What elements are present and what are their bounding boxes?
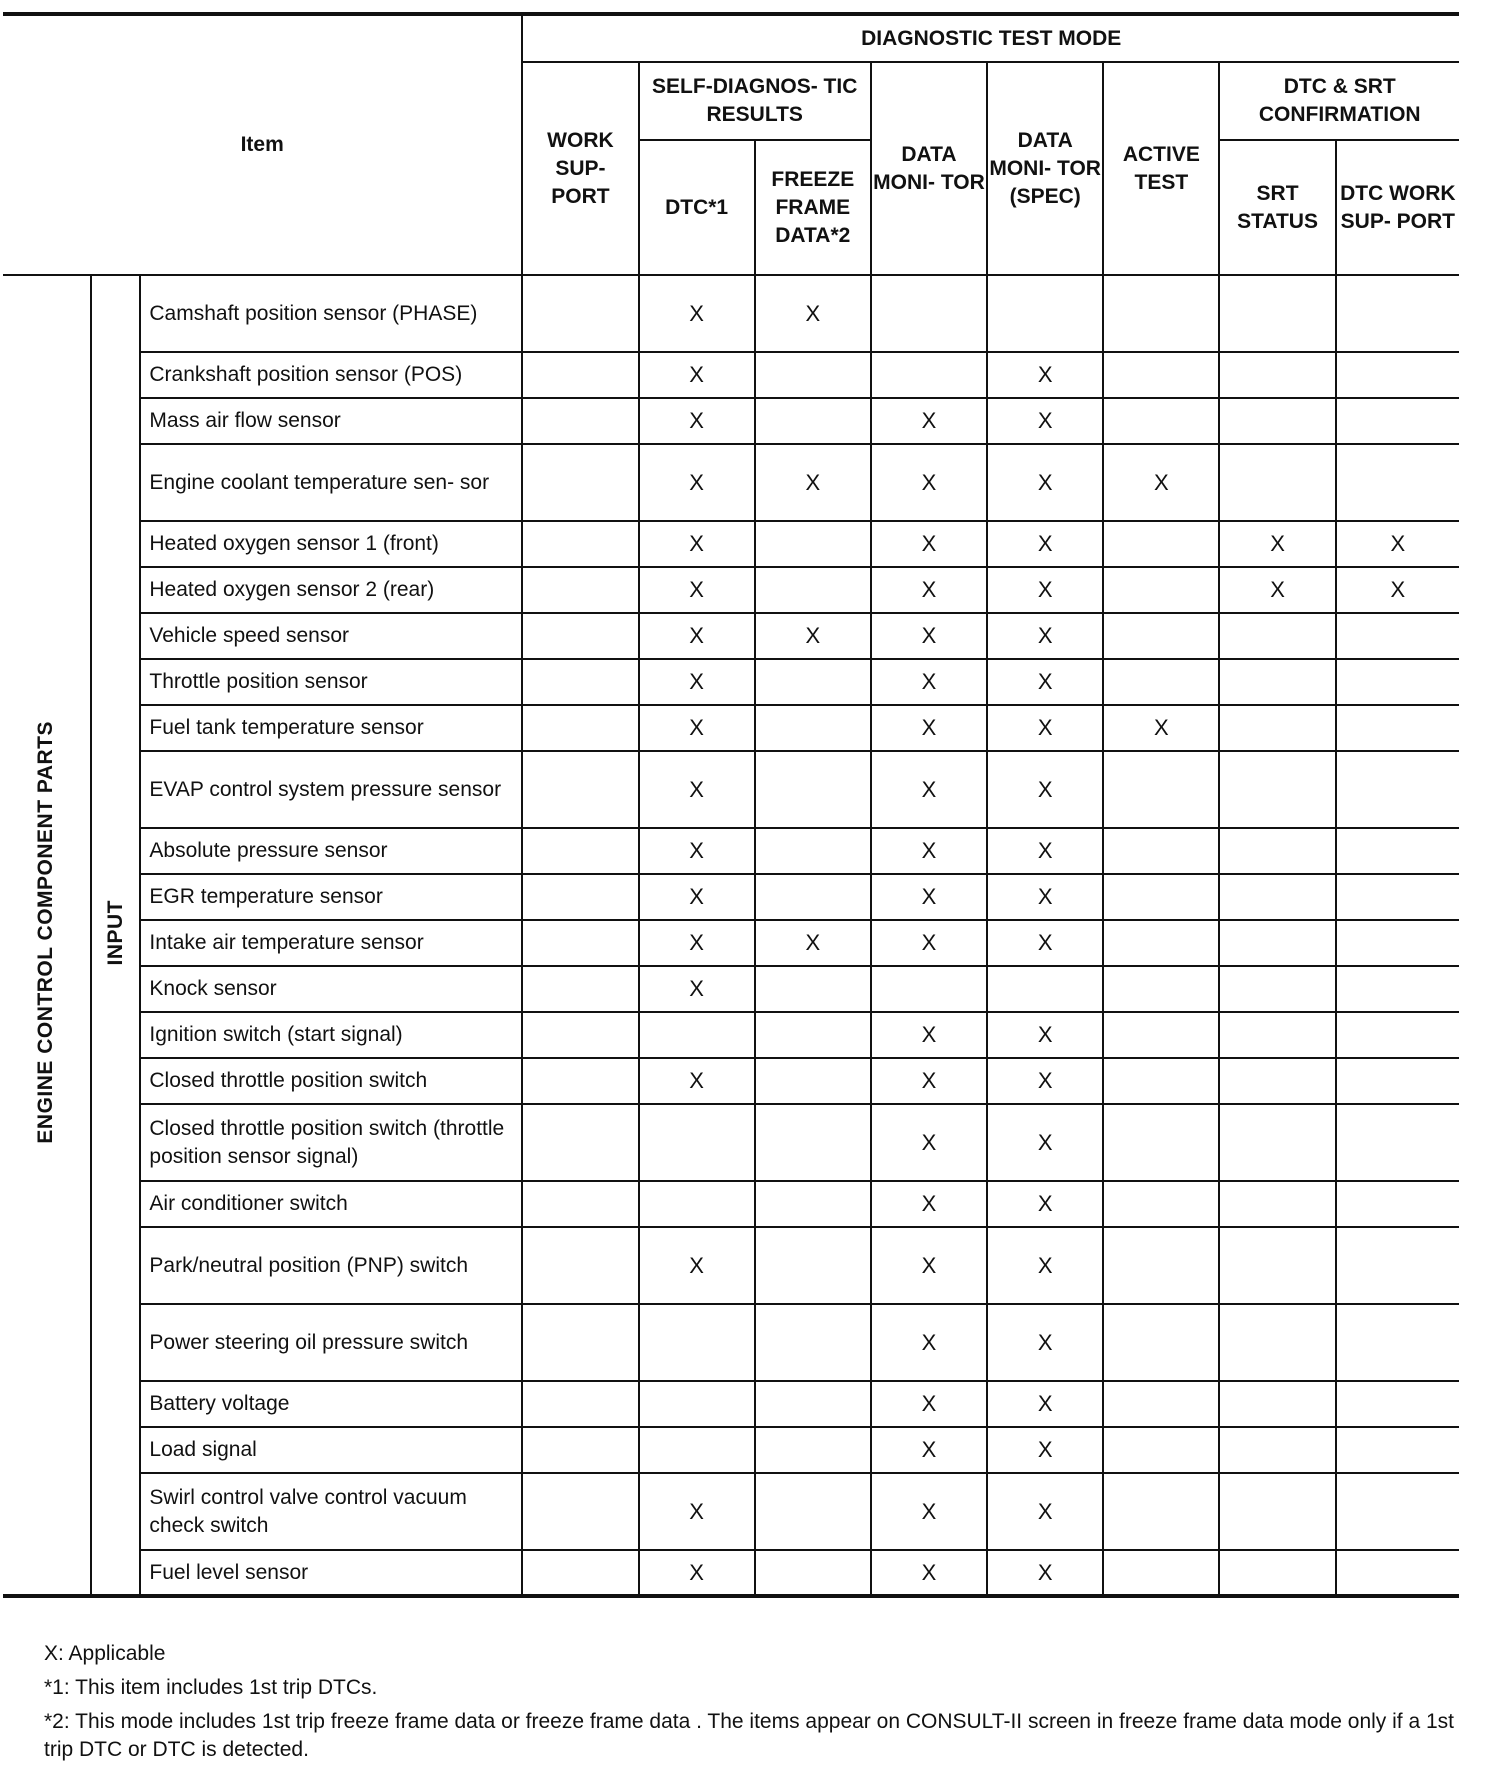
table-row	[3, 275, 1459, 352]
item-name-cell: Heated oxygen sensor 2 (rear)	[140, 567, 522, 613]
mode-cell: X	[755, 613, 871, 659]
table-row	[3, 966, 1459, 1012]
mode-cell	[522, 1427, 638, 1473]
mode-cell	[522, 1181, 638, 1227]
mode-cell	[1103, 1227, 1219, 1304]
group-label-engine-control-component-parts	[3, 275, 91, 1596]
mode-cell: X	[871, 874, 987, 920]
mode-cell: X	[755, 444, 871, 521]
item-name-cell: Knock sensor	[140, 966, 522, 1012]
mode-cell	[987, 966, 1103, 1012]
mode-cell	[1336, 1058, 1459, 1104]
mode-cell	[522, 1012, 638, 1058]
mode-cell	[639, 1012, 755, 1058]
mode-cell	[1103, 1473, 1219, 1550]
mode-cell	[1336, 1473, 1459, 1550]
mode-cell	[1336, 1550, 1459, 1596]
table-row	[3, 659, 1459, 705]
mode-cell	[1103, 920, 1219, 966]
table-row	[3, 828, 1459, 874]
mode-cell	[1219, 751, 1335, 828]
mode-cell	[1219, 1427, 1335, 1473]
mode-cell	[1103, 1012, 1219, 1058]
dtc-work-support-header: DTC WORK SUP- PORT	[1336, 140, 1459, 275]
mode-cell: X	[639, 1550, 755, 1596]
mode-cell: X	[987, 751, 1103, 828]
mode-cell: X	[871, 1104, 987, 1181]
mode-cell	[1103, 1104, 1219, 1181]
mode-cell	[755, 521, 871, 567]
mode-cell: X	[871, 1058, 987, 1104]
mode-cell	[755, 1381, 871, 1427]
footnote-2: *2: This mode includes 1st trip freeze frame data or freeze frame data . The items appear on CONSULT-II screen in freeze frame data mode only if a 1st trip DTC or DTC is detected.	[44, 1710, 1455, 1761]
diagnostic-test-mode-header: DIAGNOSTIC TEST MODE	[522, 14, 1459, 62]
mode-cell	[1103, 275, 1219, 352]
mode-cell	[522, 874, 638, 920]
mode-cell	[1219, 1473, 1335, 1550]
item-name-cell: EGR temperature sensor	[140, 874, 522, 920]
mode-cell	[1336, 1427, 1459, 1473]
mode-cell	[522, 444, 638, 521]
mode-cell	[639, 1104, 755, 1181]
item-name-cell: Load signal	[140, 1427, 522, 1473]
mode-cell: X	[871, 1227, 987, 1304]
mode-cell	[522, 1227, 638, 1304]
mode-cell	[522, 1104, 638, 1181]
data-monitor-header: DATA MONI- TOR	[871, 62, 987, 275]
mode-cell: X	[639, 613, 755, 659]
mode-cell: X	[871, 828, 987, 874]
table-row	[3, 521, 1459, 567]
mode-cell: X	[755, 275, 871, 352]
mode-cell	[1219, 874, 1335, 920]
mode-cell: X	[639, 275, 755, 352]
mode-cell	[755, 705, 871, 751]
mode-cell: X	[987, 828, 1103, 874]
mode-cell: X	[871, 1304, 987, 1381]
mode-cell	[1219, 1012, 1335, 1058]
mode-cell: X	[1336, 521, 1459, 567]
mode-cell	[522, 613, 638, 659]
mode-cell	[1219, 659, 1335, 705]
item-column-header: Item	[3, 14, 522, 275]
mode-cell	[1219, 1104, 1335, 1181]
table-row	[3, 1012, 1459, 1058]
mode-cell	[1219, 444, 1335, 521]
mode-cell	[1103, 966, 1219, 1012]
mode-cell: X	[871, 521, 987, 567]
mode-cell: X	[987, 1058, 1103, 1104]
self-diagnostic-results-header: SELF-DIAGNOS- TIC RESULTS	[639, 62, 871, 140]
item-name-cell: Mass air flow sensor	[140, 398, 522, 444]
mode-cell	[1336, 444, 1459, 521]
item-name-cell: Closed throttle position switch	[140, 1058, 522, 1104]
mode-cell: X	[987, 1181, 1103, 1227]
mode-cell	[755, 659, 871, 705]
table-row	[3, 705, 1459, 751]
mode-cell: X	[639, 705, 755, 751]
mode-cell	[522, 275, 638, 352]
mode-cell	[1336, 966, 1459, 1012]
mode-cell	[755, 1473, 871, 1550]
mode-cell	[755, 1427, 871, 1473]
mode-cell	[1219, 1381, 1335, 1427]
mode-cell	[1336, 920, 1459, 966]
mode-cell: X	[1103, 705, 1219, 751]
mode-cell: X	[871, 920, 987, 966]
mode-cell	[1219, 920, 1335, 966]
mode-cell: X	[987, 398, 1103, 444]
mode-cell	[1103, 1381, 1219, 1427]
mode-cell	[1219, 828, 1335, 874]
mode-cell	[1103, 874, 1219, 920]
item-name-cell: Intake air temperature sensor	[140, 920, 522, 966]
mode-cell: X	[871, 613, 987, 659]
mode-cell	[1219, 1227, 1335, 1304]
mode-cell: X	[871, 1427, 987, 1473]
mode-cell	[1336, 1104, 1459, 1181]
mode-cell	[1219, 1058, 1335, 1104]
group-label-text: ENGINE CONTROL COMPONENT PARTS	[34, 721, 58, 1144]
mode-cell: X	[871, 567, 987, 613]
mode-cell: X	[639, 1227, 755, 1304]
mode-cell: X	[871, 398, 987, 444]
mode-cell	[1336, 1381, 1459, 1427]
mode-cell	[1336, 1012, 1459, 1058]
mode-cell	[1336, 1181, 1459, 1227]
table-row	[3, 1381, 1459, 1427]
table-row	[3, 920, 1459, 966]
item-name-cell: Ignition switch (start signal)	[140, 1012, 522, 1058]
mode-cell: X	[987, 1550, 1103, 1596]
mode-cell	[522, 1058, 638, 1104]
table-row	[3, 444, 1459, 521]
mode-cell: X	[1219, 521, 1335, 567]
mode-cell	[1103, 613, 1219, 659]
mode-cell: X	[987, 352, 1103, 398]
mode-cell	[1336, 352, 1459, 398]
table-row	[3, 1181, 1459, 1227]
mode-cell	[871, 966, 987, 1012]
item-name-cell: Power steering oil pressure switch	[140, 1304, 522, 1381]
mode-cell	[1103, 828, 1219, 874]
mode-cell	[639, 1304, 755, 1381]
mode-cell: X	[987, 1473, 1103, 1550]
mode-cell	[639, 1181, 755, 1227]
mode-cell: X	[987, 1427, 1103, 1473]
mode-cell	[987, 275, 1103, 352]
mode-cell	[755, 1550, 871, 1596]
mode-cell: X	[987, 444, 1103, 521]
mode-cell: X	[987, 1012, 1103, 1058]
mode-cell	[755, 1304, 871, 1381]
mode-cell	[522, 567, 638, 613]
group-label-text: INPUT	[103, 899, 127, 966]
mode-cell: X	[987, 1304, 1103, 1381]
table-row	[3, 567, 1459, 613]
mode-cell: X	[871, 444, 987, 521]
mode-cell	[755, 1012, 871, 1058]
table-row	[3, 1304, 1459, 1381]
table-row	[3, 1550, 1459, 1596]
dtc-srt-confirmation-header: DTC & SRT CONFIRMATION	[1219, 62, 1459, 140]
mode-cell: X	[639, 920, 755, 966]
table-row	[3, 1104, 1459, 1181]
mode-cell	[1219, 705, 1335, 751]
mode-cell	[1103, 1304, 1219, 1381]
mode-cell: X	[639, 751, 755, 828]
mode-cell: X	[987, 1381, 1103, 1427]
footnote-1: *1: This item includes 1st trip DTCs.	[44, 1676, 378, 1699]
data-monitor-spec-header: DATA MONI- TOR (SPEC)	[987, 62, 1103, 275]
item-name-cell: Air conditioner switch	[140, 1181, 522, 1227]
mode-cell	[522, 659, 638, 705]
mode-cell	[1336, 1304, 1459, 1381]
mode-cell	[755, 751, 871, 828]
mode-cell	[755, 352, 871, 398]
mode-cell: X	[639, 1058, 755, 1104]
mode-cell: X	[639, 966, 755, 1012]
mode-cell	[1103, 567, 1219, 613]
mode-cell	[1103, 751, 1219, 828]
freeze-frame-header: FREEZE FRAME DATA*2	[755, 140, 871, 275]
mode-cell	[1336, 874, 1459, 920]
mode-cell: X	[871, 705, 987, 751]
mode-cell	[755, 1058, 871, 1104]
mode-cell	[1103, 659, 1219, 705]
item-name-cell: Swirl control valve control vacuum check switch	[140, 1473, 522, 1550]
item-name-cell: Heated oxygen sensor 1 (front)	[140, 521, 522, 567]
mode-cell: X	[987, 521, 1103, 567]
item-name-cell: Fuel tank temperature sensor	[140, 705, 522, 751]
mode-cell: X	[987, 874, 1103, 920]
item-name-cell: Closed throttle position switch (throttle position sensor signal)	[140, 1104, 522, 1181]
mode-cell: X	[987, 613, 1103, 659]
table-row	[3, 398, 1459, 444]
item-name-cell: Vehicle speed sensor	[140, 613, 522, 659]
mode-cell	[522, 751, 638, 828]
mode-cell: X	[639, 1473, 755, 1550]
mode-cell	[1103, 352, 1219, 398]
mode-cell	[1219, 1550, 1335, 1596]
mode-cell	[1336, 1227, 1459, 1304]
mode-cell: X	[1103, 444, 1219, 521]
mode-cell: X	[987, 705, 1103, 751]
mode-cell	[1336, 275, 1459, 352]
mode-cell	[522, 828, 638, 874]
mode-cell	[871, 352, 987, 398]
mode-cell: X	[871, 1473, 987, 1550]
mode-cell	[522, 1381, 638, 1427]
table-row	[3, 1473, 1459, 1550]
mode-cell	[1103, 1550, 1219, 1596]
mode-cell	[1103, 1427, 1219, 1473]
diagnostic-test-mode-table	[3, 12, 1459, 1598]
mode-cell: X	[987, 659, 1103, 705]
mode-cell	[871, 275, 987, 352]
mode-cell	[639, 1427, 755, 1473]
mode-cell	[755, 828, 871, 874]
mode-cell: X	[871, 751, 987, 828]
mode-cell: X	[871, 1381, 987, 1427]
mode-cell	[755, 567, 871, 613]
table-body	[3, 275, 1459, 1596]
mode-cell: X	[987, 567, 1103, 613]
table-row	[3, 1227, 1459, 1304]
table-row	[3, 613, 1459, 659]
mode-cell: X	[871, 1181, 987, 1227]
item-name-cell: EVAP control system pressure sensor	[140, 751, 522, 828]
mode-cell	[522, 1473, 638, 1550]
item-name-cell: Park/neutral position (PNP) switch	[140, 1227, 522, 1304]
mode-cell: X	[639, 352, 755, 398]
mode-cell	[1219, 966, 1335, 1012]
table-header	[3, 14, 1459, 275]
mode-cell	[1336, 659, 1459, 705]
mode-cell: X	[639, 567, 755, 613]
mode-cell: X	[871, 1550, 987, 1596]
mode-cell	[1219, 613, 1335, 659]
item-name-cell: Absolute pressure sensor	[140, 828, 522, 874]
item-name-cell: Throttle position sensor	[140, 659, 522, 705]
dtc1-header: DTC*1	[639, 140, 755, 275]
mode-cell	[755, 1104, 871, 1181]
mode-cell	[755, 966, 871, 1012]
mode-cell	[1103, 1058, 1219, 1104]
mode-cell	[1219, 352, 1335, 398]
table-row	[3, 1058, 1459, 1104]
item-name-cell: Camshaft position sensor (PHASE)	[140, 275, 522, 352]
mode-cell: X	[1219, 567, 1335, 613]
table-row	[3, 352, 1459, 398]
mode-cell: X	[639, 874, 755, 920]
mode-cell	[1103, 1181, 1219, 1227]
mode-cell	[522, 705, 638, 751]
mode-cell: X	[987, 1227, 1103, 1304]
mode-cell	[1336, 613, 1459, 659]
mode-cell	[1336, 705, 1459, 751]
mode-cell	[522, 521, 638, 567]
mode-cell: X	[755, 920, 871, 966]
srt-status-header: SRT STATUS	[1219, 140, 1335, 275]
active-test-header: ACTIVE TEST	[1103, 62, 1219, 275]
mode-cell: X	[871, 659, 987, 705]
mode-cell	[522, 920, 638, 966]
mode-cell	[1219, 1304, 1335, 1381]
mode-cell	[1103, 521, 1219, 567]
mode-cell	[1219, 275, 1335, 352]
item-name-cell: Crankshaft position sensor (POS)	[140, 352, 522, 398]
mode-cell: X	[871, 1012, 987, 1058]
work-support-header: WORK SUP- PORT	[522, 62, 638, 275]
mode-cell	[522, 398, 638, 444]
mode-cell	[522, 352, 638, 398]
mode-cell	[1336, 398, 1459, 444]
mode-cell	[1219, 398, 1335, 444]
mode-cell: X	[987, 1104, 1103, 1181]
mode-cell: X	[639, 659, 755, 705]
mode-cell	[755, 1181, 871, 1227]
footnotes	[44, 1640, 1484, 1770]
mode-cell: X	[639, 521, 755, 567]
mode-cell: X	[639, 398, 755, 444]
table-row	[3, 874, 1459, 920]
mode-cell	[522, 1304, 638, 1381]
mode-cell	[755, 1227, 871, 1304]
item-name-cell: Engine coolant temperature sen- sor	[140, 444, 522, 521]
mode-cell	[755, 398, 871, 444]
mode-cell	[522, 1550, 638, 1596]
footnote-applicable: X: Applicable	[44, 1642, 166, 1665]
mode-cell	[1336, 751, 1459, 828]
table-row	[3, 1427, 1459, 1473]
mode-cell: X	[987, 920, 1103, 966]
mode-cell: X	[1336, 567, 1459, 613]
mode-cell	[639, 1381, 755, 1427]
mode-cell	[1103, 398, 1219, 444]
mode-cell	[755, 874, 871, 920]
item-name-cell: Battery voltage	[140, 1381, 522, 1427]
mode-cell	[1219, 1181, 1335, 1227]
mode-cell: X	[639, 444, 755, 521]
group-label-input	[91, 275, 141, 1596]
mode-cell: X	[639, 828, 755, 874]
table-row	[3, 751, 1459, 828]
item-name-cell: Fuel level sensor	[140, 1550, 522, 1596]
mode-cell	[522, 966, 638, 1012]
mode-cell	[1336, 828, 1459, 874]
